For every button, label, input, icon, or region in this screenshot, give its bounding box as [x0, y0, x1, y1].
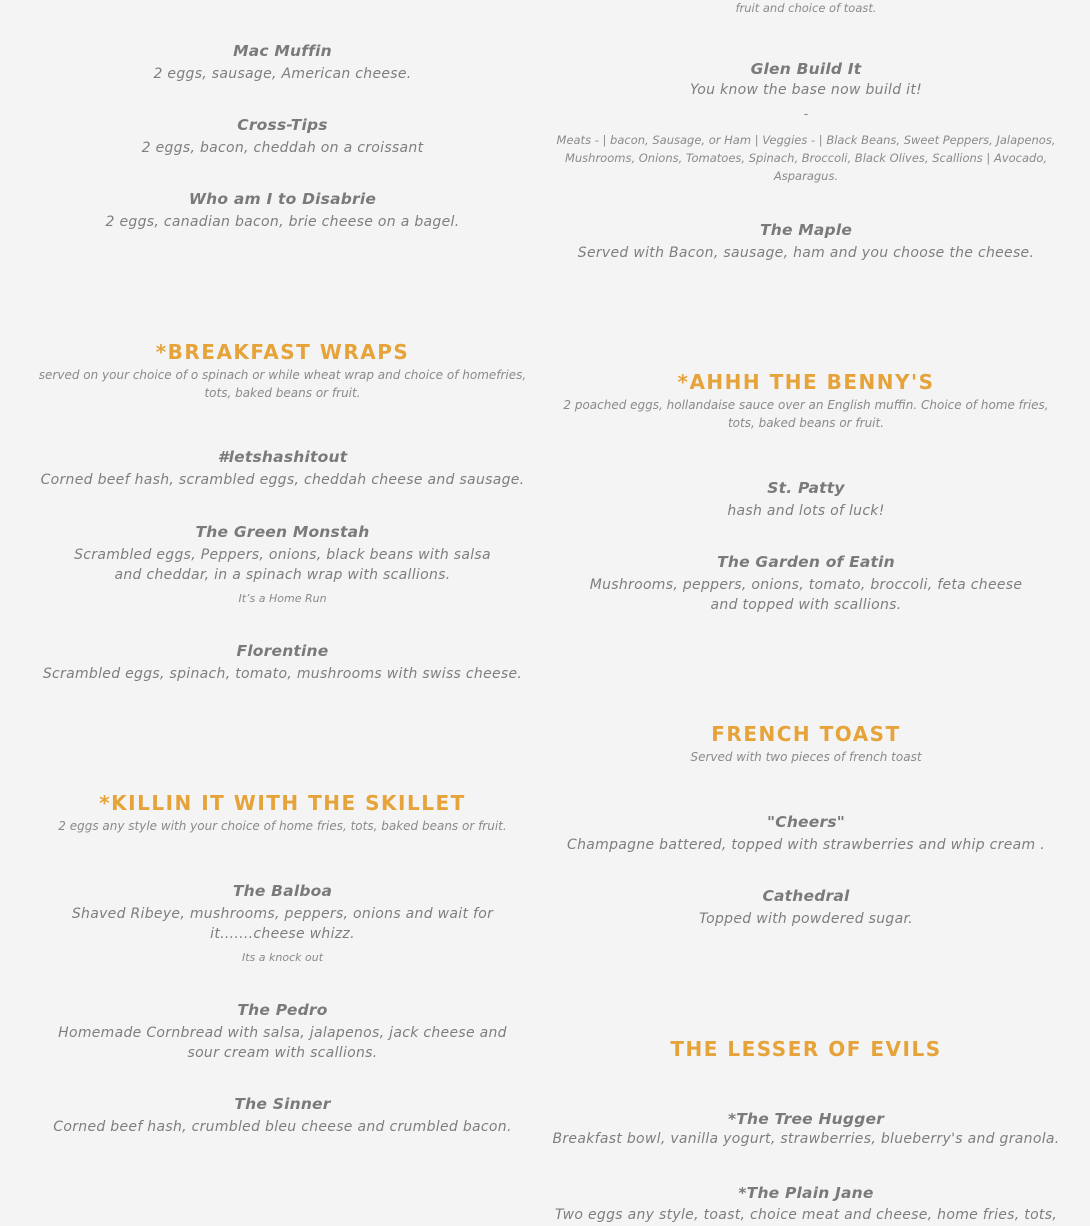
- item-name: Cathedral: [762, 887, 850, 905]
- item-name: Glen Build It: [750, 60, 862, 78]
- item-description: You know the base now build it!: [689, 82, 923, 98]
- section-lesser-of-evils: [545, 1036, 1067, 1062]
- menu-item-garden-of-eatin: [545, 551, 1067, 615]
- section-title: *BREAKFAST WRAPS: [155, 340, 410, 364]
- menu-item-cross-tips: [20, 114, 545, 159]
- menu-item-st-patty: [545, 477, 1067, 522]
- item-description: Scrambled eggs, spinach, tomato, mushrooms with swiss cheese.: [42, 666, 523, 682]
- item-description: Mushrooms, peppers, onions, tomato, broccoli, feta cheese and topped with scallions.: [589, 577, 1023, 613]
- item-description: Corned beef hash, scrambled eggs, cheddah cheese and sausage.: [40, 472, 525, 488]
- menu-item-disabrie: [20, 188, 545, 233]
- section-title: FRENCH TOAST: [711, 722, 901, 746]
- item-description: Homemade Cornbread with salsa, jalapenos, jack cheese and sour cream with scallions.: [58, 1025, 507, 1061]
- item-description: 2 eggs, bacon, cheddah on a croissant: [141, 140, 424, 156]
- item-description: Champagne battered, topped with strawberries and whip cream .: [567, 837, 1045, 853]
- item-name: Cross-Tips: [237, 116, 328, 134]
- menu-item-cheers: [545, 811, 1067, 856]
- item-name: *The Tree Hugger: [727, 1110, 885, 1128]
- item-name: The Balboa: [232, 882, 333, 900]
- section-french-toast: [545, 721, 1067, 766]
- menu-item-letshashitout: [20, 446, 545, 491]
- build-options: Meats - | bacon, Sausage, or Ham | Veggies - | Black Beans, Sweet Peppers, Jalapenos, Mushrooms, Onions, Tomatoes, Spinach, Broccoli, Black Olives, Scallions | Avocado, Asparagus.: [556, 132, 1056, 183]
- section-subtitle: 2 poached eggs, hollandaise sauce over an English muffin. Choice of home fries, tots, baked beans or fruit.: [563, 398, 1049, 430]
- menu-item-balboa: [20, 880, 545, 966]
- cut-off-text: [545, 0, 1067, 17]
- section-bennys: [545, 369, 1067, 432]
- menu-item-maple: [545, 219, 1067, 264]
- item-description: Served with Bacon, sausage, ham and you choose the cheese.: [577, 245, 1035, 261]
- item-description: Breakfast bowl, vanilla yogurt, strawberries, blueberry's and granola.: [552, 1131, 1060, 1147]
- section-title: *KILLIN IT WITH THE SKILLET: [99, 791, 466, 815]
- item-description: Scrambled eggs, Peppers, onions, black beans with salsa and cheddar, in a spinach wrap with scallions.: [74, 547, 491, 583]
- section-breakfast-wraps: [20, 339, 545, 402]
- item-name: Florentine: [236, 642, 329, 660]
- menu-item-sinner: [20, 1093, 545, 1138]
- item-name: The Maple: [759, 221, 853, 239]
- menu-item-cathedral: [545, 885, 1067, 930]
- section-title: *AHHH THE BENNY'S: [677, 370, 935, 394]
- item-name: St. Patty: [767, 479, 845, 497]
- item-description: 2 eggs, canadian bacon, brie cheese on a bagel.: [105, 214, 460, 230]
- menu-item-tree-hugger: [545, 1108, 1067, 1150]
- item-description: Corned beef hash, crumbled bleu cheese and crumbled bacon.: [53, 1119, 512, 1135]
- menu-item-pedro: [20, 999, 545, 1063]
- item-description: hash and lots of luck!: [727, 503, 885, 519]
- item-name: The Green Monstah: [195, 523, 370, 541]
- section-subtitle: 2 eggs any style with your choice of home fries, tots, baked beans or fruit.: [58, 819, 507, 833]
- item-description: Topped with powdered sugar.: [698, 911, 914, 927]
- item-name: *The Plain Jane: [738, 1184, 874, 1202]
- menu-item-green-monstah: [20, 521, 545, 607]
- menu-item-mac-muffin: [20, 40, 545, 85]
- divider-dash: -: [803, 106, 809, 122]
- menu-item-plain-jane: [545, 1182, 1067, 1226]
- menu-item-florentine: [20, 640, 545, 685]
- item-description: fruit and choice of toast.: [735, 1, 877, 15]
- section-skillet: [20, 790, 545, 835]
- item-name: Mac Muffin: [233, 42, 332, 60]
- item-note: Its a knock out: [241, 951, 324, 964]
- item-name: #letshashitout: [217, 448, 348, 466]
- section-subtitle: served on your choice of o spinach or while wheat wrap and choice of homefries, tots, baked beans or fruit.: [38, 368, 527, 400]
- item-name: "Cheers": [766, 813, 846, 831]
- item-description: Shaved Ribeye, mushrooms, peppers, onions and wait for it.......cheese whizz.: [71, 906, 494, 942]
- item-name: Who am I to Disabrie: [188, 190, 377, 208]
- section-title: THE LESSER OF EVILS: [670, 1037, 942, 1061]
- item-note: It’s a Home Run: [238, 592, 327, 605]
- menu-item-glen-build-it: [545, 58, 1067, 185]
- item-name: The Pedro: [237, 1001, 328, 1019]
- item-name: The Sinner: [234, 1095, 331, 1113]
- item-name: The Garden of Eatin: [717, 553, 895, 571]
- item-description: 2 eggs, sausage, American cheese.: [153, 66, 412, 82]
- item-description: Two eggs any style, toast, choice meat and cheese, home fries, tots,: [554, 1207, 1058, 1223]
- section-subtitle: Served with two pieces of french toast: [690, 750, 922, 764]
